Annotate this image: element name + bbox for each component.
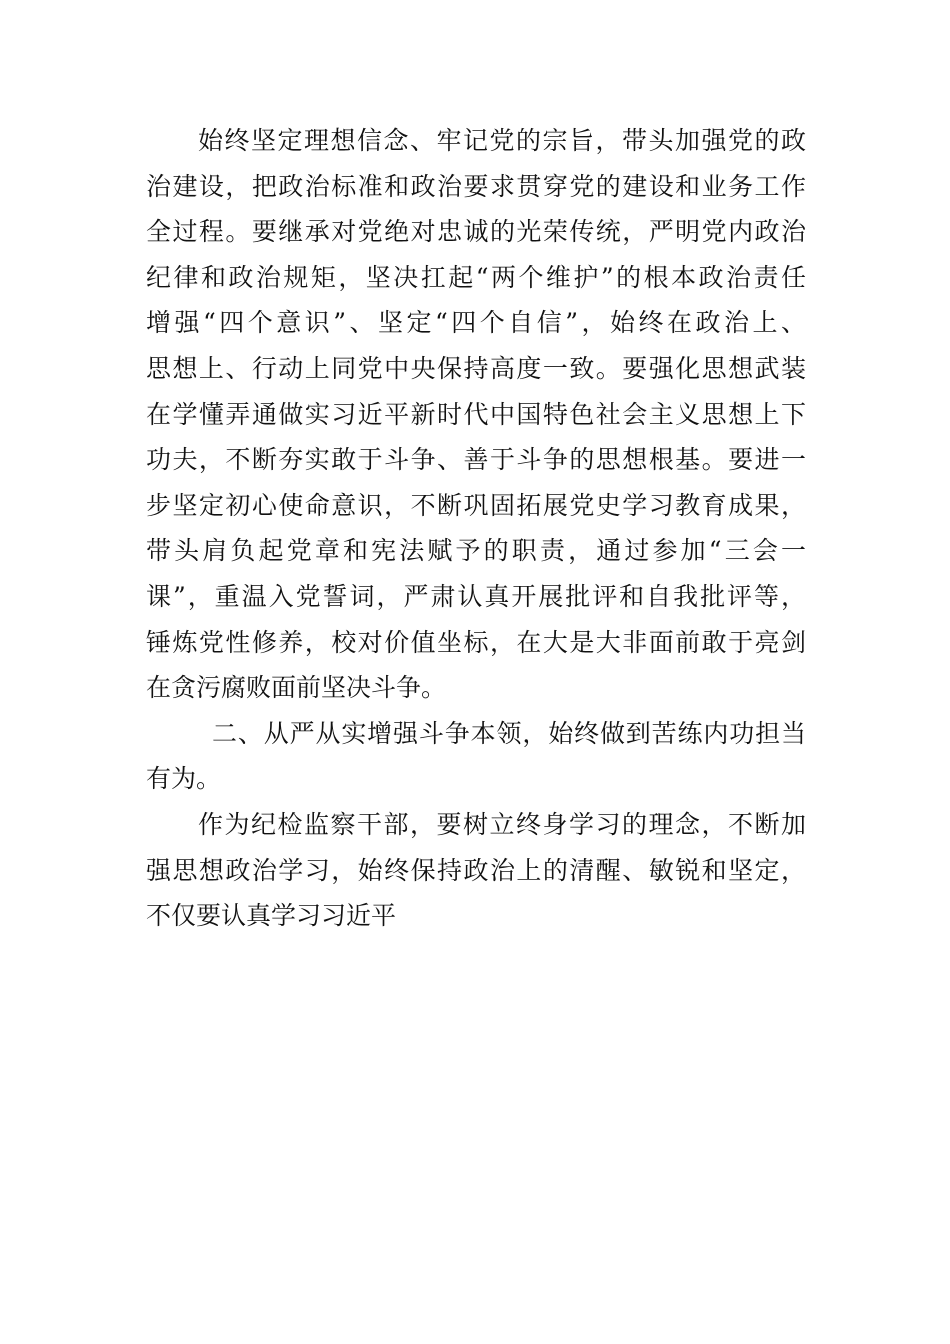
section-heading-line: 有为。 bbox=[146, 764, 222, 794]
document-body bbox=[146, 118, 806, 939]
paragraph-line: 始终坚定理想信念、牢记党的宗旨，带头加强党的政 bbox=[198, 126, 806, 155]
paragraph-line: 全过程。要继承对党绝对忠诚的光荣传统，严明党内政治 bbox=[146, 217, 806, 247]
paragraph-line: 作为纪检监察干部，要树立终身学习的理念，不断加 bbox=[198, 809, 806, 839]
paragraph-line: 不仅要认真学习习近平 bbox=[146, 901, 397, 931]
paragraph-line: 锤炼党性修养，校对价值坐标，在大是大非面前敢于亮剑 bbox=[146, 627, 806, 657]
paragraph-line: 纪律和政治规矩，坚决扛起“两个维护”的根本政治责任 bbox=[146, 262, 806, 292]
paragraph-line: 治建设，把政治标准和政治要求贯穿党的建设和业务工作 bbox=[146, 171, 806, 201]
paragraph-line: 在学懂弄通做实习近平新时代中国特色社会主义思想上下 bbox=[146, 399, 806, 429]
paragraph-line: 增强“四个意识”、坚定“四个自信”，始终在政治上、 bbox=[146, 308, 806, 338]
paragraph-line: 强思想政治学习，始终保持政治上的清醒、敏锐和坚定， bbox=[146, 855, 806, 885]
paragraph-line: 课”，重温入党誓词，严肃认真开展批评和自我批评等， bbox=[146, 581, 806, 611]
paragraph-line: 在贪污腐败面前坚决斗争。 bbox=[146, 673, 447, 703]
paragraph-line: 步坚定初心使命意识，不断巩固拓展党史学习教育成果， bbox=[146, 490, 806, 520]
paragraph-line: 带头肩负起党章和宪法赋予的职责，通过参加“三会一 bbox=[146, 536, 806, 566]
paragraph-line: 思想上、行动上同党中央保持高度一致。要强化思想武装 bbox=[146, 353, 806, 383]
paragraph-line: 功夫，不断夯实敢于斗争、善于斗争的思想根基。要进一 bbox=[146, 445, 806, 475]
section-heading-line: 二、从严从实增强斗争本领，始终做到苦练内功担当 bbox=[212, 718, 806, 748]
